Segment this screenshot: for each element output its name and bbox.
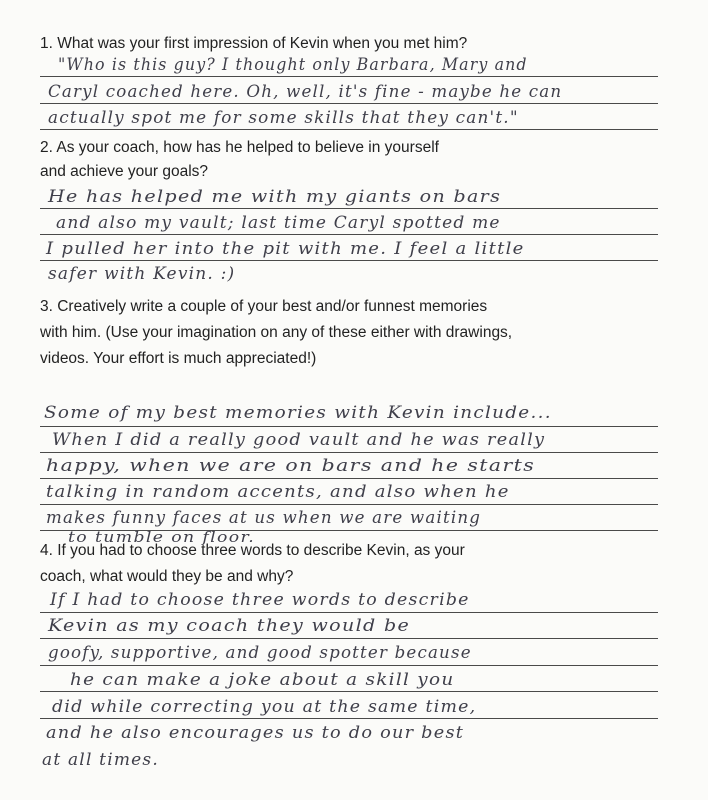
answer-rule bbox=[40, 638, 658, 639]
answer-4-line-1: If I had to choose three words to describe bbox=[50, 590, 470, 610]
answer-rule bbox=[40, 478, 658, 479]
answer-4-line-3: goofy, supportive, and good spotter because bbox=[48, 643, 472, 663]
answer-3-line-3: happy, when we are on bars and he starts bbox=[46, 456, 536, 476]
answer-3-line-4: talking in random accents, and also when he bbox=[46, 482, 510, 502]
question-2-text-line-1: 2. As your coach, how has he helped to believe in yourself bbox=[40, 139, 439, 156]
question-3-text-line-3: videos. Your effort is much appreciated!) bbox=[40, 350, 317, 367]
answer-rule bbox=[40, 504, 658, 505]
answer-4-line-2: Kevin as my coach they would be bbox=[48, 616, 411, 636]
answer-3-line-5: makes funny faces at us when we are waiting bbox=[46, 508, 482, 528]
answer-1-line-2: Caryl coached here. Oh, well, it's fine - maybe he can bbox=[48, 82, 563, 102]
question-3-text-line-2: with him. (Use your imagination on any of these either with drawings, bbox=[40, 324, 513, 341]
answer-rule bbox=[40, 691, 658, 692]
answer-4-line-4: he can make a joke about a skill you bbox=[70, 670, 455, 690]
answer-3-line-2: When I did a really good vault and he was really bbox=[52, 430, 546, 450]
answer-rule bbox=[40, 612, 658, 613]
answer-4-line-6: and he also encourages us to do our best bbox=[46, 723, 465, 743]
answer-1-line-3: actually spot me for some skills that they can't." bbox=[48, 108, 519, 128]
answer-rule bbox=[40, 129, 658, 130]
question-1-text: 1. What was your first impression of Kevin when you met him? bbox=[40, 35, 468, 52]
answer-rule bbox=[40, 208, 658, 209]
answer-2-line-1: He has helped me with my giants on bars bbox=[48, 187, 502, 207]
answer-rule bbox=[40, 103, 658, 104]
answer-rule bbox=[40, 718, 658, 719]
answer-1-line-1: "Who is this guy? I thought only Barbara, Mary and bbox=[58, 55, 528, 75]
answer-rule bbox=[40, 260, 658, 261]
answer-3-line-6: to tumble on floor. bbox=[68, 528, 256, 546]
question-4-text-line-2: coach, what would they be and why? bbox=[40, 568, 294, 585]
answer-3-line-1: Some of my best memories with Kevin include... bbox=[44, 403, 552, 423]
question-3-text-line-1: 3. Creatively write a couple of your best and/or funnest memories bbox=[40, 298, 488, 315]
answer-rule bbox=[40, 234, 658, 235]
answer-rule bbox=[40, 76, 658, 77]
answer-4-line-7: at all times. bbox=[42, 750, 159, 770]
answer-rule bbox=[40, 452, 658, 453]
answer-2-line-3: I pulled her into the pit with me. I feel a little bbox=[46, 239, 525, 259]
answer-rule bbox=[40, 426, 658, 427]
answer-4-line-5: did while correcting you at the same time, bbox=[52, 697, 477, 717]
answer-2-line-2: and also my vault; last time Caryl spotted me bbox=[56, 213, 501, 233]
question-2-text-line-2: and achieve your goals? bbox=[40, 163, 209, 180]
question-4-text-line-1: 4. If you had to choose three words to describe Kevin, as your bbox=[40, 542, 465, 559]
answer-rule bbox=[40, 665, 658, 666]
answer-2-line-4: safer with Kevin. :) bbox=[48, 264, 236, 284]
